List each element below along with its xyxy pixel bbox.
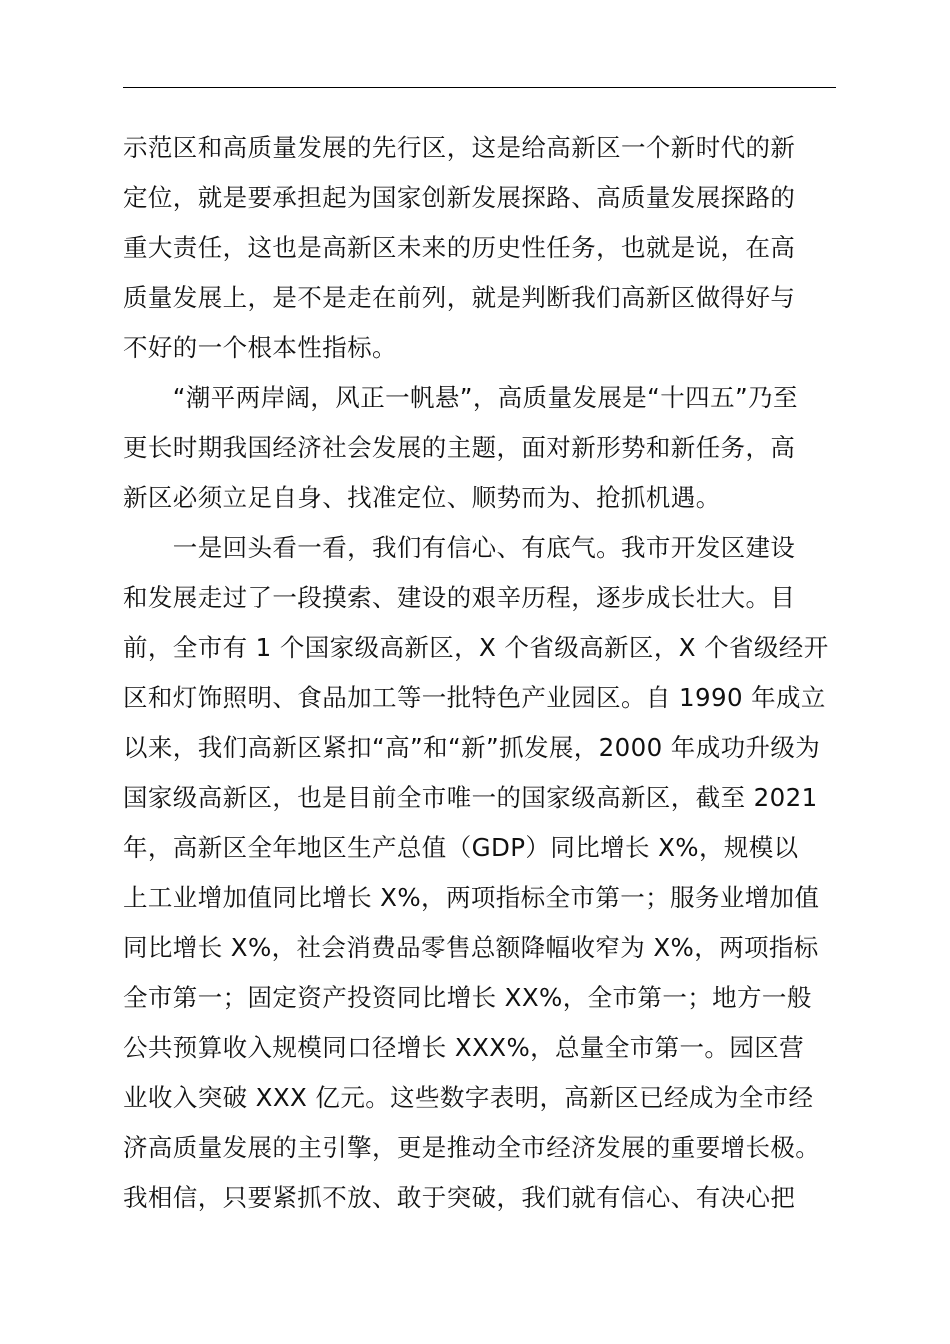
text-line-12: 区和灯饰照明、食品加工等一批特色产业园区。自 1990 年成立 [123, 683, 826, 712]
text-line-8: 新区必须立足自身、找准定位、顺势而为、抢抓机遇。 [123, 483, 721, 512]
text-line-3: 重大责任，这也是高新区未来的历史性任务，也就是说，在高 [123, 233, 796, 262]
text-line-13: 以来，我们高新区紧扣“高”和“新”抓发展，2000 年成功升级为 [123, 733, 821, 762]
text-line-1: 示范区和高质量发展的先行区，这是给高新区一个新时代的新 [123, 133, 796, 162]
text-line-11: 前，全市有 1 个国家级高新区，X 个省级高新区，X 个省级经开 [123, 633, 829, 662]
text-line-21: 济高质量发展的主引擎，更是推动全市经济发展的重要增长极。 [123, 1133, 821, 1162]
text-line-7: 更长时期我国经济社会发展的主题，面对新形势和新任务，高 [123, 433, 796, 462]
text-line-22: 我相信，只要紧抓不放、敢于突破，我们就有信心、有决心把 [123, 1183, 796, 1212]
text-line-17: 同比增长 X%，社会消费品零售总额降幅收窄为 X%，两项指标 [123, 933, 819, 962]
text-line-4: 质量发展上，是不是走在前列，就是判断我们高新区做得好与 [123, 283, 796, 312]
text-line-16: 上工业增加值同比增长 X%，两项指标全市第一；服务业增加值 [123, 883, 820, 912]
text-line-6: “潮平两岸阔，风正一帆悬”，高质量发展是“十四五”乃至 [123, 383, 798, 412]
text-line-20: 业收入突破 XXX 亿元。这些数字表明，高新区已经成为全市经 [123, 1083, 814, 1112]
text-line-19: 公共预算收入规模同口径增长 XXX%，总量全市第一。园区营 [123, 1033, 805, 1062]
text-line-9: 一是回头看一看，我们有信心、有底气。我市开发区建设 [123, 533, 796, 562]
text-line-5: 不好的一个根本性指标。 [123, 333, 397, 362]
text-line-14: 国家级高新区，也是目前全市唯一的国家级高新区，截至 2021 [123, 783, 818, 812]
text-line-18: 全市第一；固定资产投资同比增长 XX%，全市第一；地方一般 [123, 983, 812, 1012]
text-line-15: 年，高新区全年地区生产总值（GDP）同比增长 X%，规模以 [123, 833, 799, 862]
text-line-10: 和发展走过了一段摸索、建设的艰辛历程，逐步成长壮大。目 [123, 583, 796, 612]
header-rule [123, 87, 836, 88]
text-line-2: 定位，就是要承担起为国家创新发展探路、高质量发展探路的 [123, 183, 796, 212]
body-text [123, 123, 863, 1223]
